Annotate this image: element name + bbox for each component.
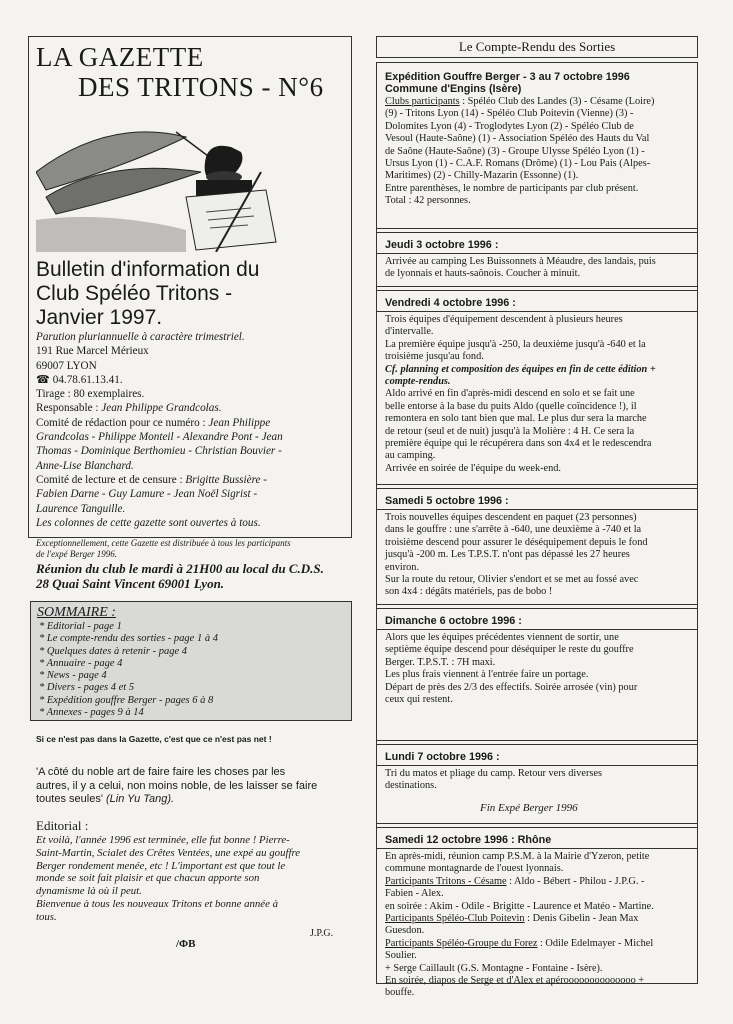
quote-line2: autres, il y a celui, non moins noble, de les laisser se faire: [36, 779, 318, 792]
redaction-names4: Anne-Lise Blanchard.: [36, 459, 134, 472]
sommaire-item: * Annexes - pages 9 à 14: [39, 707, 144, 719]
lundi-title: Lundi 7 octobre 1996 :: [385, 751, 500, 763]
expedition-line: Dolomites Lyon (4) - Troglodytes Lyon (2) - Spéléo Club de: [385, 120, 634, 132]
quote-block: [36, 766, 346, 807]
editorial-line: Bienvenue à tous les nouveaux Tritons et bonne année à: [36, 897, 278, 910]
jeudi-title: Jeudi 3 octobre 1996 :: [385, 239, 499, 251]
sommaire-item: * News - page 4: [39, 670, 107, 682]
censure-label: Comité de lecture et de censure :: [36, 473, 186, 486]
quote-line1: 'A côté du noble art de faire faire les choses par les: [36, 766, 286, 778]
parution-text: Parution pluriannuelle à caractère trimestriel.: [36, 331, 245, 343]
samedi-body: [385, 512, 691, 599]
lundi-body: [385, 768, 691, 793]
tritons-line: [385, 876, 691, 888]
quill-inkwell-illustration: [36, 102, 282, 252]
expedition-body: [385, 96, 691, 208]
sommaire-box: [30, 601, 352, 721]
gazette-title-line1: LA GAZETTE: [36, 42, 204, 72]
sommaire-item: * Le compte-rendu des sorties - page 1 à 4: [39, 633, 218, 645]
censure-names1: Brigitte Bussière -: [185, 473, 268, 486]
responsable-label: Responsable :: [36, 402, 102, 415]
vendredi-line: de retour (seul et de nuit) jusqu'à la Molière : 4 H. Ce sera la: [385, 425, 635, 437]
editorial-line: dynamisme là où il peut.: [36, 885, 142, 898]
section-divider: [376, 823, 698, 824]
samedi-line: troisième descend pour assurer le déséquipement depuis le fond: [385, 536, 648, 548]
editorial-heading: Editorial :: [36, 818, 89, 833]
redaction-names2: Grandcolas - Philippe Monteil - Alexandre Pont - Jean: [36, 431, 283, 444]
samedi-line: Sur la route du retour, Olivier s'endort et se met au fossé avec: [385, 574, 639, 586]
jeudi-line: de lyonnais et hauts-saônois. Coucher à minuit.: [385, 268, 581, 280]
except-line1: Exceptionnellement, cette Gazette est distribuée à tous les participants: [36, 538, 291, 548]
censure-names2: Fabien Darne - Guy Lamure - Jean Noël Sigrist -: [36, 488, 258, 501]
responsable-name: Jean Philippe Grandcolas.: [101, 402, 222, 415]
censure-names3: Laurence Tanguille.: [36, 502, 126, 515]
section-divider: [376, 509, 698, 510]
clubs-line: [385, 96, 691, 108]
reunion-line1: Réunion du club le mardi à 21H00 au local du C.D.S.: [36, 561, 324, 576]
samedi-line: Trois nouvelles équipes descendent en paquet (23 personnes): [385, 512, 637, 523]
editorial-line: tous.: [36, 910, 57, 923]
section-divider: [376, 848, 698, 849]
address-line1: 191 Rue Marcel Mérieux: [36, 345, 149, 358]
vendredi-line: d'intervalle.: [385, 326, 434, 338]
expedition-line: Entre parenthèses, le nombre de participants par club présent.: [385, 182, 639, 194]
editorial-line: Saint-Martin, Scialet des Crêtes Ventées, une expé au gouffre: [36, 846, 301, 859]
forez-text: : Odile Edelmayer - Michel: [537, 937, 654, 949]
dimanche-line: septième équipe descend pour déséquiper le reste du gouffre: [385, 644, 634, 656]
bulletin-line1: Bulletin d'information du: [36, 258, 260, 281]
dimanche-line: Berger. T.P.S.T. : 7H maxi.: [385, 656, 496, 668]
jeudi-body: [385, 256, 691, 281]
vendredi-line: belle entorse à la base du puits Aldo (quelle coïncidence !), il: [385, 400, 637, 412]
samedi-line: dans le gouffre : une s'arrête à -640, une deuxième à -740 et la: [385, 524, 642, 536]
section-divider: [376, 311, 698, 312]
phone-number: ☎ 04.78.61.13.41.: [36, 373, 123, 386]
lundi-line: destinations.: [385, 780, 437, 792]
censure-line: [36, 473, 346, 487]
vendredi-note1: Cf. planning et composition des équipes en fin de cette édition +: [385, 363, 656, 375]
club-meeting-info: [36, 561, 356, 591]
samedi12-body: [385, 851, 691, 1000]
gazette-title-line2: DES TRITONS - N°6: [78, 72, 324, 102]
expedition-line: Total : 42 personnes.: [385, 195, 471, 207]
dimanche-line: Alors que les équipes précédentes viennent de sortir, une: [385, 632, 619, 643]
editorial-body: [36, 834, 354, 924]
masthead-info: [36, 330, 346, 530]
redaction-names1: Jean Philippe: [208, 416, 271, 429]
jeudi-line: Arrivée au camping Les Buissonnets à Méaudre, des landais, puis: [385, 256, 656, 267]
section-divider: [376, 290, 698, 291]
expedition-line: (9) - Tritons Lyon (14) - Spéléo Club Poitevin (Vienne) (3) -: [385, 108, 634, 120]
samedi12-line: commune montagnarde de l'ouest lyonnais.: [385, 863, 564, 875]
samedi-line: environ.: [385, 561, 420, 573]
editorial-line: Et voilà, l'année 1996 est terminée, elle fut bonne ! Pierre-: [36, 834, 290, 846]
editorial-signature: J.P.G.: [310, 928, 334, 939]
club-logo: /ΦB: [176, 938, 196, 950]
dimanche-line: Départ de près des 2/3 des effectifs. Soirée arrosée (vin) pour: [385, 681, 638, 693]
sommaire-title: SOMMAIRE :: [37, 605, 116, 620]
reunion-line2: 28 Quai Saint Vincent 69001 Lyon.: [36, 576, 225, 591]
bulletin-heading: [36, 258, 336, 330]
section-divider: [376, 827, 698, 828]
vendredi-line: troisième jusqu'au fond.: [385, 351, 484, 363]
vendredi-line: première équipe qui le récupérera dans son 4x4 et le redescendra: [385, 438, 652, 450]
tritons-label: Participants Tritons - Césame: [385, 875, 507, 887]
poitevin-text: : Denis Gibelin - Jean Max: [524, 913, 639, 925]
quote-line3: [36, 793, 346, 807]
end-line2: bouffe.: [385, 987, 415, 999]
bulletin-line2: Club Spéléo Tritons -: [36, 282, 233, 305]
dimanche-body: [385, 632, 691, 706]
section-divider: [376, 484, 698, 485]
vendredi-line: au camping.: [385, 450, 436, 462]
vendredi-note2: compte-rendus.: [385, 376, 451, 388]
vendredi-line: Arrivée en soirée de l'équipe du week-end.: [385, 462, 561, 474]
quote-author: (Lin Yu Tang).: [105, 793, 175, 805]
sommaire-item: * Editorial - page 1: [39, 621, 122, 632]
sommaire-item: * Expédition gouffre Berger - pages 6 à 8: [39, 694, 214, 706]
except-line2: de l'expé Berger 1996.: [36, 549, 118, 559]
expedition-commune: Commune d'Engins (Isère): [385, 83, 522, 95]
forez-line: [385, 938, 691, 950]
section-divider: [376, 253, 698, 254]
section-divider: [376, 765, 698, 766]
section-divider: [376, 232, 698, 233]
expedition-line: de Saône (Haute-Saône) (3) - Groupe Ulysse Spéléo Lyon (1) -: [385, 145, 645, 157]
section-divider: [376, 488, 698, 489]
dimanche-line: ceux qui restent.: [385, 694, 453, 706]
clubs-text: : Spéléo Club des Landes (3) - Césame (Loire): [459, 96, 655, 107]
poitevin-label: Participants Spéléo-Club Poitevin: [385, 913, 525, 925]
dimanche-line: Les plus frais viennent à l'entrée faire un portage.: [385, 669, 589, 681]
samedi12-line: En après-midi, réunion camp P.S.M. à la Mairie d'Yzeron, petite: [385, 851, 650, 862]
exceptional-note: [36, 538, 356, 560]
samedi-title: Samedi 5 octobre 1996 :: [385, 495, 509, 507]
colonnes-text: Les colonnes de cette gazette sont ouvertes à tous.: [36, 516, 261, 529]
redaction-names3: Thomas - Dominique Berthomieu - Christian Bouvier -: [36, 445, 282, 458]
expedition-title: Expédition Gouffre Berger - 3 au 7 octobre 1996: [385, 71, 630, 83]
section-divider: [376, 286, 698, 287]
poitevin-line: [385, 913, 691, 925]
section-divider: [376, 228, 698, 229]
expedition-line: Ursus Lyon (1) - C.A.F. Romans (Drôme) (1) - Lou Pais (Alpes-: [385, 158, 651, 170]
compte-rendu-header: Le Compte-Rendu des Sorties: [376, 36, 698, 58]
sommaire-item: * Divers - pages 4 et 5: [39, 682, 135, 694]
section-divider: [376, 740, 698, 741]
vendredi-title: Vendredi 4 octobre 1996 :: [385, 297, 516, 309]
poitevin-text2: Guesdon.: [385, 925, 425, 937]
responsable-line: [36, 401, 346, 415]
clubs-label: Clubs participants: [385, 96, 460, 107]
tritons-text2: Fabien - Alex.: [385, 888, 444, 900]
fin-expe-text: Fin Expé Berger 1996: [480, 802, 578, 814]
vendredi-line: Trois équipes d'équipement descendent à plusieurs heures: [385, 314, 623, 325]
lundi-line: Tri du matos et pliage du camp. Retour vers diverses: [385, 768, 602, 779]
end-line1: En soirée, diapos de Serge et d'Alex et apéroooooooooooooo +: [385, 975, 645, 987]
redaction-line: [36, 416, 346, 430]
sommaire-list: [39, 621, 218, 719]
forez-label: Participants Spéléo-Groupe du Forez: [385, 937, 538, 949]
editorial-line: Berger rondement menée, etc ! L'important est que tout le: [36, 859, 286, 872]
tirage-text: Tirage : 80 exemplaires.: [36, 388, 145, 401]
vendredi-body: [385, 314, 691, 475]
address-line2: 69007 LYON: [36, 359, 97, 372]
sommaire-item: * Annuaire - page 4: [39, 657, 123, 669]
soiree-line: en soirée : Akim - Odile - Brigitte - Laurence et Matéo - Martine.: [385, 900, 654, 912]
vendredi-line: Aldo arrivé en fin d'après-midi descend en solo et se fait une: [385, 388, 635, 400]
vendredi-line: remontera en solo tant bien que mal. Le plus dur sera la marche: [385, 413, 647, 425]
samedi12-title: Samedi 12 octobre 1996 : Rhône: [385, 834, 552, 846]
section-divider: [376, 744, 698, 745]
section-divider: [376, 604, 698, 605]
sommaire-item: * Quelques dates à retenir - page 4: [39, 645, 188, 657]
redaction-label: Comité de rédaction pour ce numéro :: [36, 416, 209, 429]
section-divider: [376, 608, 698, 609]
section-divider: [376, 629, 698, 630]
expedition-line: Maritimes) (2) - Chilly-Mazarin (Essonne) (1).: [385, 170, 579, 182]
serge-line: + Serge Caillault (G.S. Montagne - Fontaine - Isère).: [385, 962, 603, 974]
editorial-line: monde se soit fait plaisir et que chacun apporte son: [36, 872, 260, 885]
motto-text: Si ce n'est pas dans la Gazette, c'est que ce n'est pas net !: [36, 734, 272, 744]
quote-line3-text: toutes seules': [36, 793, 106, 805]
tritons-text: : Aldo - Bébert - Philou - J.P.G. -: [506, 875, 645, 887]
bulletin-line3: Janvier 1997.: [36, 306, 163, 329]
expedition-line: Vesoul (Haute-Saône) (1) - Association Spéléo des Hauts du Val: [385, 133, 650, 145]
samedi-line: son 4x4 : dégâts matériels, pas de bobo !: [385, 586, 553, 598]
samedi-line: jusqu'à -200 m. Les T.P.S.T. n'ont pas dépassé les 27 heures: [385, 549, 630, 561]
dimanche-title: Dimanche 6 octobre 1996 :: [385, 615, 522, 627]
vendredi-line: La première équipe jusqu'à -250, la deuxième jusqu'à -640 et la: [385, 338, 646, 350]
forez-text2: Soulier.: [385, 950, 417, 962]
